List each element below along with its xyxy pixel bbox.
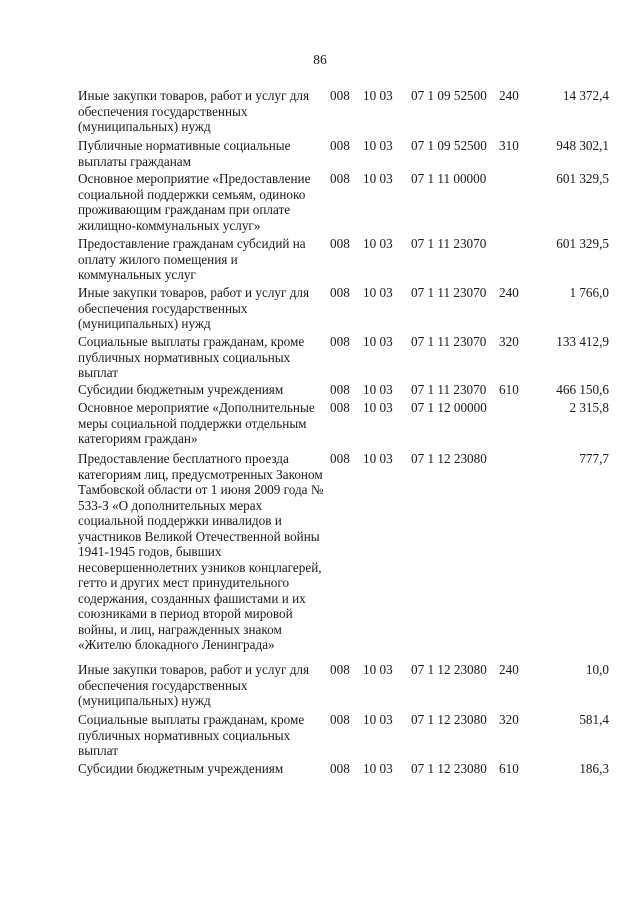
target-article-code: 07 1 11 23070 (411, 236, 487, 251)
section-code: 10 03 (363, 451, 393, 466)
section-code: 10 03 (363, 285, 393, 300)
target-article-code: 07 1 12 23080 (411, 451, 487, 466)
amount: 777,7 (579, 451, 609, 466)
admin-code: 008 (330, 712, 350, 727)
row-description: Предоставление гражданам субсидий на оплату жилого помещения и коммунальных услуг (78, 236, 306, 282)
section-code: 10 03 (363, 334, 393, 349)
amount: 948 302,1 (556, 138, 609, 153)
target-article-code: 07 1 11 00000 (411, 171, 487, 186)
admin-code: 008 (330, 285, 350, 300)
row-description: Социальные выплаты гражданам, кроме публичных нормативных социальных выплат (78, 334, 305, 380)
target-article-code: 07 1 11 23070 (411, 334, 487, 349)
expense-type-code: 320 (499, 712, 519, 727)
section-code: 10 03 (363, 761, 393, 776)
amount: 2 315,8 (569, 400, 609, 415)
admin-code: 008 (330, 662, 350, 677)
expense-type-code: 310 (499, 138, 519, 153)
admin-code: 008 (330, 761, 350, 776)
row-description: Предоставление бесплатного проезда категориям лиц, предусмотренных Законом Тамбовской области от 1 июня 2009 года № 533-З «О дополнительных мерах социальной поддержки инвалидов и участников Великой Отечественной войны 1941-1945 годов, бывших несовершеннолетних узников концлагерей, гетто и других мест принудительного содержания, созданных фашистами и их союзниками в период второй мировой войны, и лиц, награжденных знаком «Жителю блокадного Ленинграда» (78, 451, 324, 652)
admin-code: 008 (330, 236, 350, 251)
row-description: Иные закупки товаров, работ и услуг для обеспечения государственных (муниципальных) нужд (78, 88, 310, 134)
expense-type-code: 320 (499, 334, 519, 349)
page-number: 86 (313, 52, 327, 67)
expense-type-code: 240 (499, 285, 519, 300)
admin-code: 008 (330, 88, 350, 103)
section-code: 10 03 (363, 88, 393, 103)
admin-code: 008 (330, 171, 350, 186)
amount: 186,3 (579, 761, 609, 776)
target-article-code: 07 1 12 23080 (411, 761, 487, 776)
target-article-code: 07 1 12 23080 (411, 712, 487, 727)
target-article-code: 07 1 09 52500 (411, 138, 487, 153)
target-article-code: 07 1 12 23080 (411, 662, 487, 677)
admin-code: 008 (330, 400, 350, 415)
section-code: 10 03 (363, 171, 393, 186)
row-description: Субсидии бюджетным учреждениям (78, 761, 284, 776)
admin-code: 008 (330, 334, 350, 349)
amount: 10,0 (585, 662, 609, 677)
expense-type-code: 240 (499, 88, 519, 103)
target-article-code: 07 1 11 23070 (411, 285, 487, 300)
amount: 1 766,0 (569, 285, 609, 300)
expense-type-code: 240 (499, 662, 519, 677)
expense-type-code: 610 (499, 761, 519, 776)
amount: 466 150,6 (556, 382, 609, 397)
row-description: Публичные нормативные социальные выплаты гражданам (78, 138, 291, 169)
amount: 133 412,9 (556, 334, 609, 349)
row-description: Субсидии бюджетным учреждениям (78, 382, 284, 397)
expense-type-code: 610 (499, 382, 519, 397)
section-code: 10 03 (363, 138, 393, 153)
section-code: 10 03 (363, 712, 393, 727)
row-description: Основное мероприятие «Предоставление социальной поддержки семьям, одиноко проживающим гражданам при оплате жилищно-коммунальных услуг» (78, 171, 311, 233)
row-description: Социальные выплаты гражданам, кроме публичных нормативных социальных выплат (78, 712, 305, 758)
target-article-code: 07 1 09 52500 (411, 88, 487, 103)
row-description: Иные закупки товаров, работ и услуг для обеспечения государственных (муниципальных) нужд (78, 285, 310, 331)
section-code: 10 03 (363, 662, 393, 677)
row-description: Иные закупки товаров, работ и услуг для обеспечения государственных (муниципальных) нужд (78, 662, 310, 708)
amount: 601 329,5 (556, 171, 609, 186)
target-article-code: 07 1 11 23070 (411, 382, 487, 397)
admin-code: 008 (330, 138, 350, 153)
target-article-code: 07 1 12 00000 (411, 400, 487, 415)
section-code: 10 03 (363, 382, 393, 397)
section-code: 10 03 (363, 400, 393, 415)
admin-code: 008 (330, 382, 350, 397)
row-description: Основное мероприятие «Дополнительные меры социальной поддержки отдельным категориям граждан» (78, 400, 315, 446)
amount: 601 329,5 (556, 236, 609, 251)
amount: 14 372,4 (562, 88, 609, 103)
admin-code: 008 (330, 451, 350, 466)
amount: 581,4 (579, 712, 609, 727)
section-code: 10 03 (363, 236, 393, 251)
